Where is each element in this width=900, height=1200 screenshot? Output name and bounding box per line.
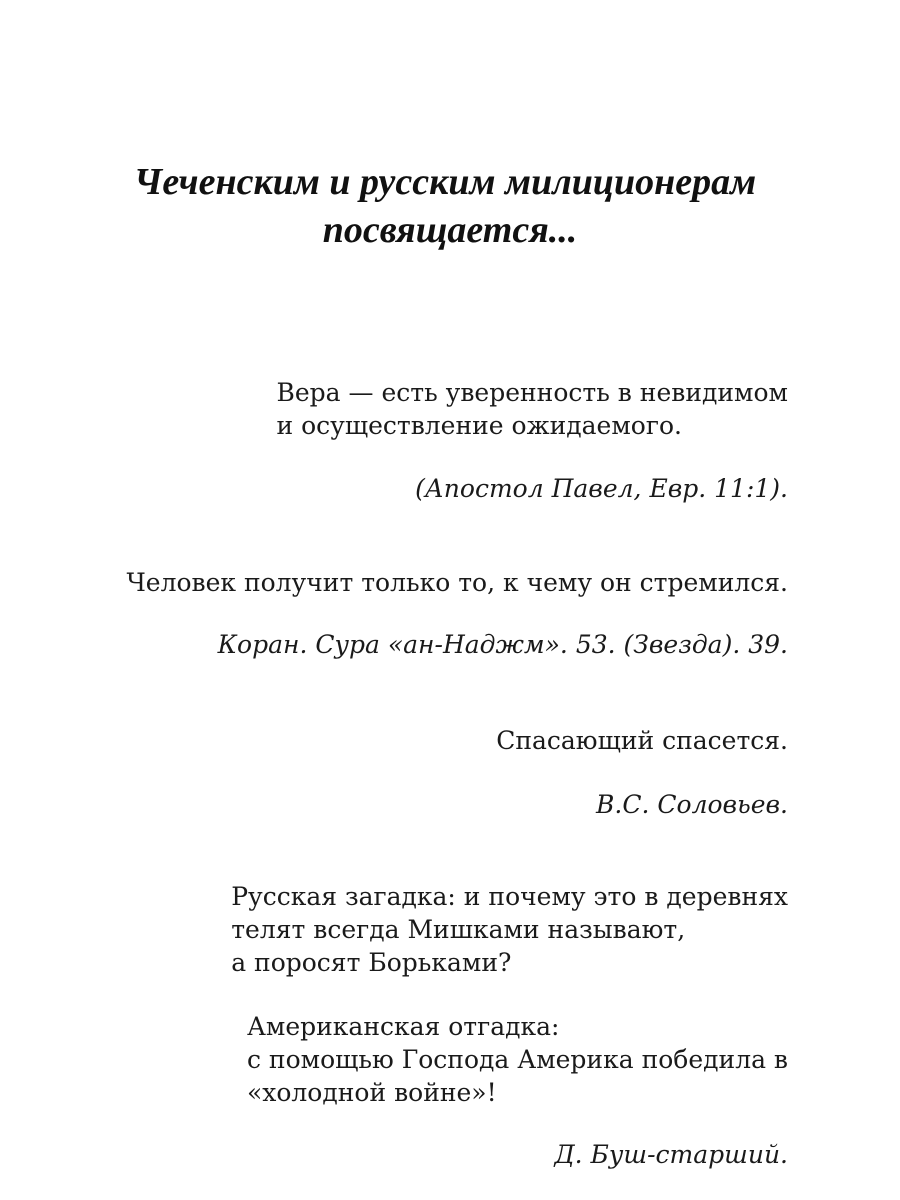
epigraph-bush-source: Д. Буш-старший. bbox=[554, 1140, 788, 1169]
epigraph-line: а поросят Борьками? bbox=[231, 948, 512, 977]
dedication bbox=[0, 158, 900, 254]
epigraph-line: и осуществление ожидаемого. bbox=[276, 411, 682, 440]
epigraph-riddle-text bbox=[231, 880, 788, 979]
epigraph-line: с помощью Господа Америка победила в bbox=[246, 1045, 788, 1074]
epigraph-solovyov-text bbox=[496, 724, 788, 757]
epigraph-quran-source: Коран. Сура «ан-Наджм». 53. (Звезда). 39. bbox=[217, 630, 788, 659]
epigraph-paul-text bbox=[276, 376, 788, 442]
dedication-line-1: Чеченским и русским милиционерам bbox=[133, 161, 757, 203]
epigraph-line: «холодной войне»! bbox=[246, 1078, 497, 1107]
epigraph-answer-text bbox=[247, 1010, 788, 1109]
epigraph-paul-source: (Апостол Павел, Евр. 11:1). bbox=[415, 474, 788, 503]
epigraph-quran-text bbox=[126, 566, 788, 599]
epigraph-line: Спасающий спасется. bbox=[496, 726, 788, 755]
epigraph-line: телят всегда Мишками называют, bbox=[231, 915, 686, 944]
epigraph-solovyov-source: В.С. Соловьев. bbox=[596, 790, 788, 819]
epigraph-line: Русская загадка: и почему это в деревнях bbox=[231, 882, 788, 911]
epigraph-line: Вера — есть уверенность в невидимом bbox=[276, 378, 788, 407]
epigraph-line: Человек получит только то, к чему он стремился. bbox=[126, 568, 788, 597]
dedication-line-2: посвящается... bbox=[322, 209, 578, 251]
epigraph-line: Американская отгадка: bbox=[246, 1012, 560, 1041]
